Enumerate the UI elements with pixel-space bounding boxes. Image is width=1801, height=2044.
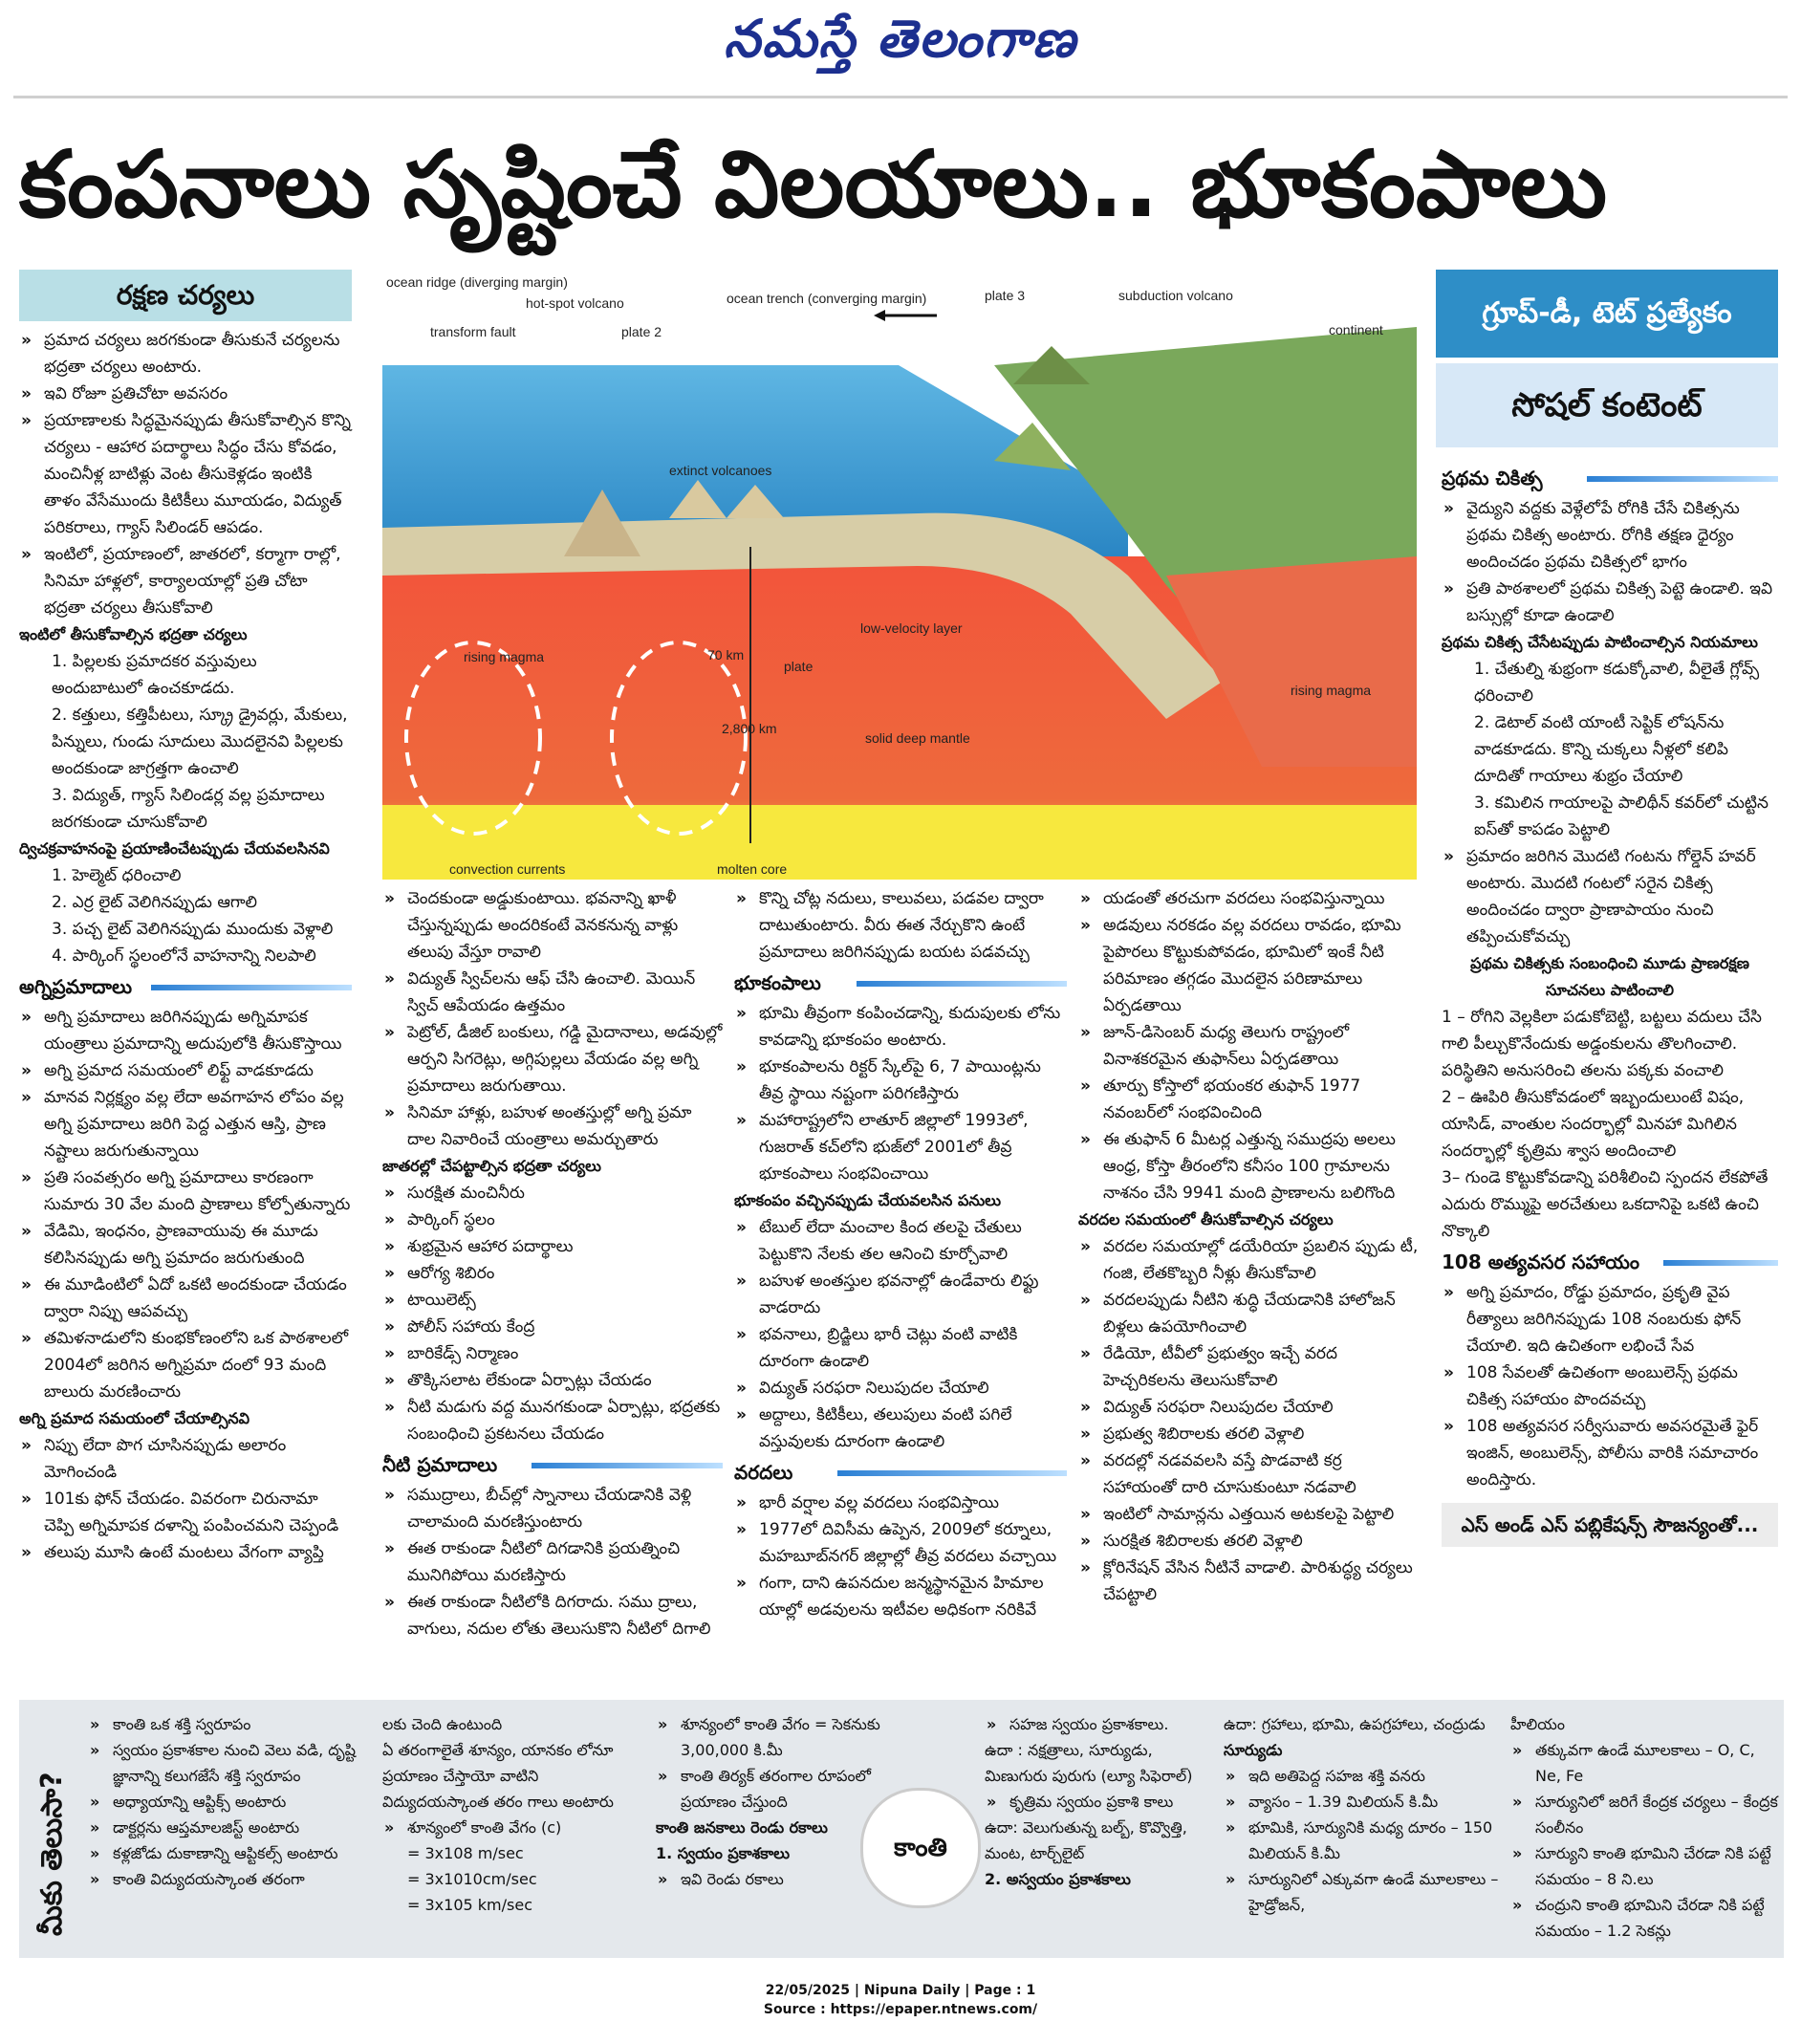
list-item: » సహజ స్వయం ప్రకాశకాలు. (985, 1711, 1214, 1737)
list-item: » బారికేడ్స్ నిర్మాణం (382, 1340, 723, 1367)
list-item: 1 – రోగిని వెల్లకిలా పడుకోబెట్టి, బట్టలు వదులు చేసి గాలి పీల్చుకొనేందుకు అడ్డంకులను తొలగించాలి. పరిస్థితిని అనుసరించి తలను పక్కకు వంచాలి (1442, 1008, 1762, 1080)
list-item: » అగ్ని ప్రమాద సమయంలో లిఫ్ట్ వాడకూడదు (19, 1057, 352, 1084)
label-plate2: plate 2 (621, 324, 662, 339)
list-item: » తొక్కిసలాట లేకుండా ఏర్పాట్లు చేయడం (382, 1367, 723, 1394)
masthead-logo: నమస్తే తెలంగాణ (724, 8, 1077, 69)
page-footer-date: 22/05/2025 | Nipuna Daily | Page : 1 (765, 1983, 1036, 1998)
list-item: 2. కత్తులు, కత్తిపీటలు, స్క్రూ డ్రైవర్లు, మేకులు, పిన్నులు, గుండు సూదులు మొదలైనవి పిల్లలకు అందకుండా జాగ్రత్తగా ఉంచాలి (52, 706, 348, 778)
list-item: » విద్యుత్ సరఫరా నిలుపుదల చేయాలి (1078, 1394, 1419, 1421)
list-item: » 1977లో దివిసీమ ఉప్పెన, 2009లో కర్నూలు, మహబూబ్‌నగర్ జిల్లాల్లో తీవ్ర వరదలు వచ్చాయి (734, 1516, 1067, 1570)
firstaid-heading (1442, 461, 1778, 495)
list-item: 3– గుండె కొట్టుకోవడాన్ని పరిశీలించి స్పందన లేకపోతే ఎదురు రొమ్ముపై అరచేతులు ఒకదానిపై ఒకటి ఉంచి నొక్కాలి (1442, 1168, 1768, 1241)
list-item: » చెందకుండా అడ్డుకుంటాయి. భవనాన్ని ఖాళీ చేస్తున్నప్పుడు అందరికంటే వెనకనున్న వాళ్లు తలుపు వేస్తూ రావాలి (382, 885, 723, 966)
list-item: » భూమి తీవ్రంగా కంపించడాన్ని, కుదుపులకు లోను కావడాన్ని భూకంపం అంటారు. (734, 1000, 1067, 1054)
list-item: » అధ్యాయాన్ని ఆప్టిక్స్ అంటారు (88, 1789, 375, 1815)
list-item: » క్లోరినేషన్ వేసిన నీటినే వాడాలి. పారిశుద్ధ్య చర్యలు చేపట్టాలి (1078, 1555, 1419, 1608)
water-heading (382, 1447, 723, 1482)
light-topic-circle: కాంతి (860, 1788, 981, 1908)
list-item: » ఈత రాకుండా నీటిలోకి దిగరాదు. సము ద్రాలు, వాగులు, నదుల లోతు తెలుసుకొని నీటిలో దిగాలి (382, 1589, 723, 1642)
list-item: » భవనాలు, బ్రిడ్జిలు భారీ చెట్లు వంటి వాటికి దూరంగా ఉండాలి (734, 1321, 1067, 1375)
list-item: 2 – ఊపిరి తీసుకోవడంలో ఇబ్బందులుంటే విషం, యాసిడ్, వాంతుల సందర్భాల్లో మినహా మిగిలిన సందర్భాల్లో కృత్రిమ శ్వాస అందించాలి (1442, 1088, 1745, 1161)
mid3a-list (1078, 885, 1419, 1207)
list-item: » సముద్రాలు, బీచ్‌ల్లో స్నానాలు చేయడానికి వెళ్లి చాలామంది మరణిస్తుంటారు (382, 1482, 723, 1535)
list-item: » గంగా, దాని ఉపనదుల జన్మస్థానమైన హిమాల యాల్లో అడవులను ఇటీవల అధికంగా నరికివే (734, 1570, 1067, 1623)
quake-do-list (734, 1214, 1067, 1455)
label-trench: ocean trench (converging margin) (727, 291, 927, 306)
list-item: » శూన్యంలో కాంతి వేగం = సెకనుకు 3,00,000 కి.మీ (656, 1711, 914, 1763)
list-item: » ప్రతి సంవత్సరం అగ్ని ప్రమాదాలు కారణంగా సుమారు 30 వేల మంది ప్రాణాలు కోల్పోతున్నారు (19, 1164, 352, 1218)
list-item: » ఆరోగ్య శిబిరం (382, 1260, 723, 1287)
list-item: » కాంతి ఒక శక్తి స్వరూపం (88, 1711, 375, 1737)
right-header-group-d: గ్రూప్-డీ, టెట్ ప్రత్యేకం (1436, 270, 1778, 358)
quake-heading (734, 966, 1067, 1000)
mid-column-2 (734, 885, 1067, 1623)
list-item: » కృత్రిమ స్వయం ప్రకాశి కాలు (985, 1789, 1214, 1815)
list-item: ఏ తరంగాలైతే శూన్యం, యానకం లోనూ ప్రయాణం చేస్తాయో వాటిని విద్యుదయస్కాంత తరం గాలు అంటారు (382, 1741, 614, 1811)
list-item: » యడంతో తరచుగా వరదలు సంభవిస్తున్నాయి (1078, 885, 1419, 912)
label-hotspot: hot-spot volcano (526, 295, 624, 311)
list-item: » అగ్ని ప్రమాదాలు జరిగినప్పుడు అగ్నిమాపక యంత్రాలు ప్రమాదాన్ని అదుపులోకి తీసుకొస్తాయి (19, 1004, 352, 1057)
list-item: » నీటి మడుగు వద్ద మునగకుండా ఏర్పాట్లు, భద్రతకు సంబంధించి ప్రకటనలు చేయడం (382, 1394, 723, 1447)
diagram-svg (382, 270, 1417, 880)
list-item: » ఇంటిలో, ప్రయాణంలో, జాతరలో, కర్మాగా రాల్లో, సినిమా హాళ్లలో, కార్యాలయాల్లో ప్రతి చోటా భద్రతా చర్యలు తీసుకోవాలి (19, 541, 352, 621)
list-item: » 108 సేవలతో ఉచితంగా అంబులెన్స్ ప్రథమ చికిత్స సహాయం పొందవచ్చు (1442, 1359, 1778, 1413)
emergency-list (1442, 1279, 1778, 1493)
list-item: » విద్యుత్ స్విచ్‌లను ఆఫ్ చేసి ఉంచాలి. మెయిన్ స్విచ్ ఆపేయడం ఉత్తమం (382, 966, 723, 1019)
list-item: » ప్రయాణాలకు సిద్ధమైనప్పుడు తీసుకోవాల్సిన కొన్ని చర్యలు - ఆహార పదార్థాలు సిద్ధం చేసు కోవడం, మంచినీళ్ల బాటిళ్లు వెంట తీసుకెళ్లడం ఇంటికి తాళం వేసేముందు కిటికీలు మూయడం, విద్యుత్ పరికరాలు, గ్యాస్ సిలిండర్ ఆపడం. (19, 407, 352, 541)
list-item: » వేడిమి, ఇంధనం, ప్రాణవాయువు ఈ మూడు కలిసినప్పుడు అగ్ని ప్రమాదం జరుగుతుంది (19, 1218, 352, 1272)
list-item: » పార్కింగ్ స్థలం (382, 1207, 723, 1233)
mid2a-list (734, 885, 1067, 966)
list-item: » శుభ్రమైన ఆహార పదార్థాలు (382, 1233, 723, 1260)
label-continent: continent (1329, 322, 1383, 337)
did-you-know-label (27, 1721, 75, 1941)
footer-col-4 (985, 1711, 1214, 1892)
label-molten: molten core (717, 861, 788, 877)
footer-list-5 (1224, 1763, 1501, 1918)
mid-column-1 (382, 885, 723, 1642)
list-item: 1. స్వయం ప్రకాశకాలు (656, 1844, 791, 1862)
list-item: » కాంతి తిర్యక్ తరంగాల రూపంలో ప్రయాణం చేస్తుంది (656, 1763, 914, 1815)
label-2800km: 2,800 km (722, 721, 777, 736)
fire-heading (19, 969, 352, 1004)
label-plate: plate (784, 659, 814, 674)
right-column (1442, 461, 1778, 1547)
fire-time-heading: అగ్ని ప్రమాద సమయంలో చేయాల్సినవి (19, 1409, 250, 1427)
mid-column-3 (1078, 885, 1419, 1608)
heading-bar (857, 981, 1067, 987)
emergency-heading (1442, 1245, 1778, 1279)
list-item: 4. పార్కింగ్ స్థలంలోనే వాహనాన్ని నిలపాలి (52, 946, 316, 966)
heading-bar (837, 1470, 1067, 1476)
flood-list (734, 1490, 1067, 1623)
footer-list-2 (382, 1815, 642, 1840)
list-item: 1. చేతుల్ని శుభ్రంగా కడుక్కోవాలి, వీలైతే గ్లోవ్స్ ధరించాలి (1474, 660, 1760, 706)
list-item: » ఇంటిలో సామాన్లను ఎత్తయిన అటకలపై పెట్టాలి (1078, 1501, 1419, 1528)
list-item: » ఇది అతిపెద్ద సహజ శక్తి వనరు (1224, 1763, 1501, 1789)
list-item: » సురక్షిత శిబిరాలకు తరలి వెళ్లాలి (1078, 1528, 1419, 1555)
label-rising2: rising magma (1291, 683, 1372, 698)
list-item: » చంద్రుని కాంతి భూమిని చేరడా నికి పట్టే సమయం – 1.2 సెకన్లు (1510, 1892, 1778, 1944)
quake-list (734, 1000, 1067, 1187)
list-item: » తక్కువగా ఉండే మూలకాలు – O, C, Ne, Fe (1510, 1737, 1778, 1789)
heading-bar (532, 1463, 723, 1468)
list-item: » ఈత రాకుండా నీటిలో దిగడానికి ప్రయత్నించి మునిగిపోయి మరణిస్తారు (382, 1535, 723, 1589)
label-convection: convection currents (449, 861, 566, 877)
list-item: » తలుపు మూసి ఉంటే మంటలు వేగంగా వ్యాప్తి (19, 1539, 352, 1566)
firstaid-heading-text: ప్రథమ చికిత్స (1442, 467, 1543, 489)
list-item: » 108 అత్యవసర సర్వీసువారు అవసరమైతే ఫైర్ ఇంజిన్, అంబులెన్స్, పోలీసు వారికి సమాచారం అందిస్తారు. (1442, 1413, 1778, 1493)
list-item: 2. అస్వయం ప్రకాశకాలు (985, 1870, 1131, 1888)
list-item: » రేడియో, టీవీలో ప్రభుత్వం ఇచ్చే వరద హెచ్చరికలను తెలుసుకోవాలి (1078, 1340, 1419, 1394)
list-item: » మహారాష్ట్రలోని లాతూర్ జిల్లాలో 1993లో, గుజరాత్ కచ్‌లోని భుజ్‌లో 2001లో తీవ్ర భూకంపాలు సంభవించాయి (734, 1107, 1067, 1187)
list-item: 1. హెల్మెట్ ధరించాలి (52, 866, 182, 885)
list-item: » సినిమా హాళ్లు, బహుళ అంతస్తుల్లో అగ్ని ప్రమా దాల నివారించే యంత్రాలు అమర్చుతారు (382, 1099, 723, 1153)
list-item: » ఇవి రోజూ ప్రతిచోటా అవసరం (19, 381, 352, 407)
footer-col-5 (1224, 1711, 1501, 1918)
list-item: » బహుళ అంతస్తుల భవనాల్లో ఉండేవారు లిఫ్టు వాడరాదు (734, 1268, 1067, 1321)
footer-list-1 (88, 1711, 375, 1892)
water-list (382, 1482, 723, 1642)
list-item: » కళ్లజోడు దుకాణాన్ని ఆప్టికల్స్ అంటారు (88, 1840, 375, 1866)
list-item: » మానవ నిర్లక్ష్యం వల్ల లేదా అవగాహన లోపం వల్ల అగ్ని ప్రమాదాలు జరిగి పెద్ద ఎత్తున ఆస్తి, ప్రాణ నష్టాలు జరుగుతున్నాయి (19, 1084, 352, 1164)
fair-list (382, 1180, 723, 1447)
footer-col-6 (1510, 1711, 1778, 1944)
list-item: » తూర్పు కోస్తాలో భయంకర తుఫాన్ 1977 నవంబర్‌లో సంభవించింది (1078, 1073, 1419, 1126)
fire-list (19, 1004, 352, 1405)
rules-heading: ప్రథమ చికిత్స చేసేటప్పుడు పాటించాల్సిన నియమాలు (1442, 633, 1758, 651)
heading-bar (151, 985, 352, 990)
list-item: » అడవులు నరకడం వల్ల వరదలు రావడం, భూమి పైపొరలు కొట్టుకుపోవడం, భూమిలో ఇంకే నీటి పరిమాణం తగ్గడం మొదలైన పరిణామాలు ఏర్పడతాయి (1078, 912, 1419, 1019)
list-item: » టాయిలెట్స్ (382, 1287, 723, 1314)
list-item: » సూర్యుని కాంతి భూమిని చేరడా నికి పట్టే సమయం – 8 ని.లు (1510, 1840, 1778, 1892)
list-item: 3. విద్యుత్, గ్యాస్ సిలిండర్ల వల్ల ప్రమాదాలు జరగకుండా చూసుకోవాలి (52, 786, 325, 832)
list-item: » ప్రమాద చర్యలు జరగకుండా తీసుకునే చర్యలను భద్రతా చర్యలు అంటారు. (19, 327, 352, 381)
list-item: » సూర్యునిలో జరిగే కేంద్రక చర్యలు – కేంద్రక సంలీనం (1510, 1789, 1778, 1840)
home-safety-heading: ఇంటిలో తీసుకోవాల్సిన భద్రతా చర్యలు (19, 625, 248, 643)
list-item: » ప్రమాదం జరిగిన మొదటి గంటను గోల్డెన్ హవర్ అంటారు. మొదటి గంటలో సరైన చికిత్స అందించడం ద్వారా ప్రాణాపాయం నుంచి తప్పించుకోవచ్చు (1442, 843, 1778, 950)
list-item: » ఇవి రెండు రకాలు (656, 1866, 914, 1892)
flood-time-list (1078, 1233, 1419, 1608)
list-item: హీలియం (1510, 1715, 1565, 1733)
list-item: » స్వయం ప్రకాశకాల నుంచి వెలు వడి, దృష్టి జ్ఞానాన్ని కలుగజేసే శక్తి స్వరూపం (88, 1737, 375, 1789)
list-item: » ప్రభుత్వ శిబిరాలకు తరలి వెళ్లాలి (1078, 1421, 1419, 1447)
footer-list-4b (985, 1789, 1214, 1815)
fair-safety-heading: జాతరల్లో చేపట్టాల్సిన భద్రతా చర్యలు (382, 1157, 601, 1175)
vertical-label-text: మీకు తెలుసా? (35, 1772, 69, 1936)
list-item: ఉదా : నక్షత్రాలు, సూర్యుడు, మిణుగురు పురుగు (ల్యూ సిఫెరాల్) (985, 1741, 1193, 1785)
list-item: » కాంతి విద్యుదయస్కాంత తరంగా (88, 1866, 375, 1892)
list-item: » వరదల సమయాల్లో డయేరియా ప్రబలిన ప్పుడు టీ, గంజి, లేతకొబ్బరి నీళ్లు తీసుకోవాలి (1078, 1233, 1419, 1287)
list-item: » భూకంపాలను రిక్టర్ స్కేల్‌పై 6, 7 పాయింట్లను తీవ్ర స్థాయి నష్టంగా పరిగణిస్తారు (734, 1054, 1067, 1107)
top-divider (13, 96, 1788, 98)
fire-heading-text: అగ్నిప్రమాదాలు (19, 975, 133, 998)
footer-list-3 (656, 1711, 914, 1815)
list-item: » వరదలప్పుడు నీటిని శుద్ధి చేయడానికి హాలోజన్ బిళ్లలు ఉపయోగించాలి (1078, 1287, 1419, 1340)
list-item: 3. కమిలిన గాయాలపై పాలిథీన్ కవర్‌లో చుట్టిన ఐస్‌తో కాపడం పెట్టాలి (1474, 794, 1768, 839)
list-item: » పెట్రోల్, డీజిల్ బంకులు, గడ్డి మైదానాలు, అడవుల్లో ఆర్పని సిగరెట్లు, అగ్గిపుల్లలు వేయడం వల్ల అగ్ని ప్రమాదాలు జరుగుతాయి. (382, 1019, 723, 1099)
heading-bar (1587, 476, 1778, 482)
list-item: » ప్రతి పాఠశాలలో ప్రథమ చికిత్స పెట్టె ఉండాలి. ఇవి బస్సుల్లో కూడా ఉండాలి (1442, 576, 1778, 629)
list-item: 2. డెటాల్ వంటి యాంటీ సెప్టిక్ లోషన్‌ను వాడకూడదు. కొన్ని చుక్కలు నీళ్లలో కలిపి దూదితో గాయాలు శుభ్రం చేయాలి (1474, 713, 1728, 786)
list-item: » వైద్యుని వద్దకు వెళ్లేలోపే రోగికి చేసే చికిత్సను ప్రథమ చికిత్స అంటారు. రోగికి తక్షణ ధైర్యం అందించడం ప్రథమ చికిత్సలో భాగం (1442, 495, 1778, 576)
footer-col-2 (382, 1711, 642, 1918)
list-item: » విద్యుత్ సరఫరా నిలుపుదల చేయాలి (734, 1375, 1067, 1402)
quake-do-heading: భూకంపం వచ్చినప్పుడు చేయవలసిన పనులు (734, 1191, 1001, 1209)
list-item: లకు చెంది ఉంటుంది (382, 1715, 503, 1733)
plate-tectonics-diagram (382, 270, 1417, 880)
list-item: ఉదా: గ్రహాలు, భూమి, ఉపగ్రహాలు, చంద్రుడు (1224, 1715, 1486, 1733)
masthead (0, 0, 1801, 76)
vertical-label-svg (27, 1721, 75, 1941)
water-heading-text: నీటి ప్రమాదాలు (382, 1453, 498, 1476)
flood-heading (734, 1455, 1067, 1490)
list-item: » ఈ మూడింటిలో ఏదో ఒకటి అందకుండా చేయడం ద్వారా నిప్పు ఆపవచ్చు (19, 1272, 352, 1325)
footer-col-1 (88, 1711, 375, 1892)
footer-list-6 (1510, 1737, 1778, 1944)
list-item: సూర్యుడు (1224, 1741, 1283, 1759)
list-item: » వరదల్లో నడవవలసి వస్తే పొడవాటి కర్ర సహాయంతో దారి చూసుకుంటూ నడవాలి (1078, 1447, 1419, 1501)
right-header-social: సోషల్ కంటెంట్ (1436, 363, 1778, 447)
three-heading: ప్రథమ చికిత్సకు సంబంధించి మూడు ప్రాణరక్షణ సూచనలు పాటించాలి (1470, 954, 1749, 999)
list-item: » భారీ వర్షాల వల్ల వరదలు సంభవిస్తాయి (734, 1490, 1067, 1516)
list-item: » డాక్టర్లను ఆప్తమాలజిస్ట్ అంటారు (88, 1815, 375, 1840)
list-item: » భూమికి, సూర్యునికి మధ్య దూరం – 150 మిలియన్ కి.మీ (1224, 1815, 1501, 1866)
vehicle-heading: ద్విచక్రవాహనంపై ప్రయాణించేటప్పుడు చేయవలసినవి (19, 839, 330, 858)
label-plate3: plate 3 (985, 288, 1026, 303)
label-rising1: rising magma (464, 649, 545, 664)
list-item: » శూన్యంలో కాంతి వేగం (c) (382, 1815, 642, 1840)
label-subduction: subduction volcano (1118, 288, 1233, 303)
credit-box: ఎస్ అండ్ ఎస్ పబ్లికేషన్స్ సౌజన్యంతో... (1442, 1503, 1778, 1547)
list-item: » వ్యాసం – 1.39 మిలియన్ కి.మీ (1224, 1789, 1501, 1815)
mid1-list (382, 885, 723, 1153)
list-item: = 3x1010cm/sec (407, 1870, 537, 1888)
list-item: » సూర్యునిలో ఎక్కువగా ఉండే మూలకాలు – హైడ్రోజన్, (1224, 1866, 1501, 1918)
list-item: » జూన్-డిసెంబర్ మధ్య తెలుగు రాష్ట్రంలో వినాశకరమైన తుఫాన్‌లు ఏర్పడతాయి (1078, 1019, 1419, 1073)
golden-list (1442, 843, 1778, 950)
list-item: » పోలీస్ సహాయ కేంద్ర (382, 1314, 723, 1340)
list-item: 3. పచ్చ లైట్ వెలిగినప్పుడు ముందుకు వెళ్లాలి (52, 920, 334, 939)
list-item: 2. ఎర్ర లైట్ వెలిగినప్పుడు ఆగాలి (52, 893, 258, 912)
list-item: » టేబుల్ లేదా మంచాల కింద తలపై చేతులు పెట్టుకొని నేలకు తల ఆనించి కూర్చోవాలి (734, 1214, 1067, 1268)
list-item: » సురక్షిత మంచినీరు (382, 1180, 723, 1207)
page-footer-source[interactable]: Source : https://epaper.ntnews.com/ (763, 2002, 1038, 2017)
emergency-heading-text: 108 అత్యవసర సహాయం (1442, 1250, 1639, 1273)
list-item: = 3x108 m/sec (407, 1844, 524, 1862)
quake-heading-text: భూకంపాలు (734, 971, 821, 994)
label-70km: 70 km (707, 647, 745, 663)
left-box-title: రక్షణ చర్యలు (19, 270, 352, 321)
left-column (19, 270, 352, 1566)
list-item: = 3x105 km/sec (407, 1896, 532, 1914)
label-lowvel: low-velocity layer (860, 620, 963, 636)
flood-heading-text: వరదలు (734, 1461, 793, 1484)
footer-list-4 (985, 1711, 1214, 1737)
label-solid: solid deep mantle (865, 730, 970, 746)
label-transform: transform fault (430, 324, 516, 339)
firstaid-list (1442, 495, 1778, 629)
label-extinct: extinct volcanoes (669, 463, 772, 478)
list-item: » అద్దాలు, కిటికీలు, తలుపులు వంటి పగిలే వస్తువులకు దూరంగా ఉండాలి (734, 1402, 1067, 1455)
list-item: » నిప్పు లేదా పొగ చూసినప్పుడు అలారం మోగించండి (19, 1432, 352, 1486)
list-item: » తమిళనాడులోని కుంభకోణంలోని ఒక పాఠశాలలో 2004లో జరిగిన అగ్నిప్రమా దంలో 93 మంది బాలురు మరణించారు (19, 1325, 352, 1405)
flood-time-heading: వరదల సమయంలో తీసుకోవాల్సిన చర్యలు (1078, 1210, 1334, 1229)
list-item: » ఈ తుఫాన్ 6 మీటర్ల ఎత్తున్న సముద్రపు అలలు ఆంధ్ర, కోస్తా తీరంలోని కనీసం 100 గ్రామాలను నాశనం చేసి 9941 మంది ప్రాణాలను బలిగొంది (1078, 1126, 1419, 1207)
list-item: » 101కు ఫోన్ చేయడం. వివరంగా చిరునామా చెప్పి అగ్నిమాపక దళాన్ని పంపించమని చెప్పండి (19, 1486, 352, 1539)
label-ridge: ocean ridge (diverging margin) (386, 274, 568, 290)
list-item: కాంతి జనకాలు రెండు రకాలు (656, 1818, 828, 1837)
left-intro-list (19, 327, 352, 621)
headline: కంపనాలు సృష్టించే విలయాలు.. భూకంపాలు (19, 131, 1608, 238)
page-footer (0, 1981, 1801, 2019)
list-item: » అగ్ని ప్రమాదం, రోడ్డు ప్రమాదం, ప్రకృతి వైప రీత్యాలు జరిగినప్పుడు 108 నంబరుకు ఫోన్ చేయాలి. ఇది ఉచితంగా లభించే సేవ (1442, 1279, 1778, 1359)
list-item: ఉదా: వెలుగుతున్న బల్బ్, కొవ్వొత్తి, మంట, టార్చ్‌లైట్ (985, 1818, 1187, 1862)
list-item: » కొన్ని చోట్ల నదులు, కాలువలు, పడవల ద్వారా దాటుతుంటారు. వీరు ఈత నేర్చుకొని ఉంటే ప్రమాదాలు జరిగినప్పుడు బయట పడవచ్చు (734, 885, 1067, 966)
list-item: 1. పిల్లలకు ప్రమాదకర వస్తువులు అందుబాటులో ఉంచకూడదు. (52, 652, 257, 698)
fire-time-list (19, 1432, 352, 1566)
heading-bar (1663, 1260, 1778, 1266)
